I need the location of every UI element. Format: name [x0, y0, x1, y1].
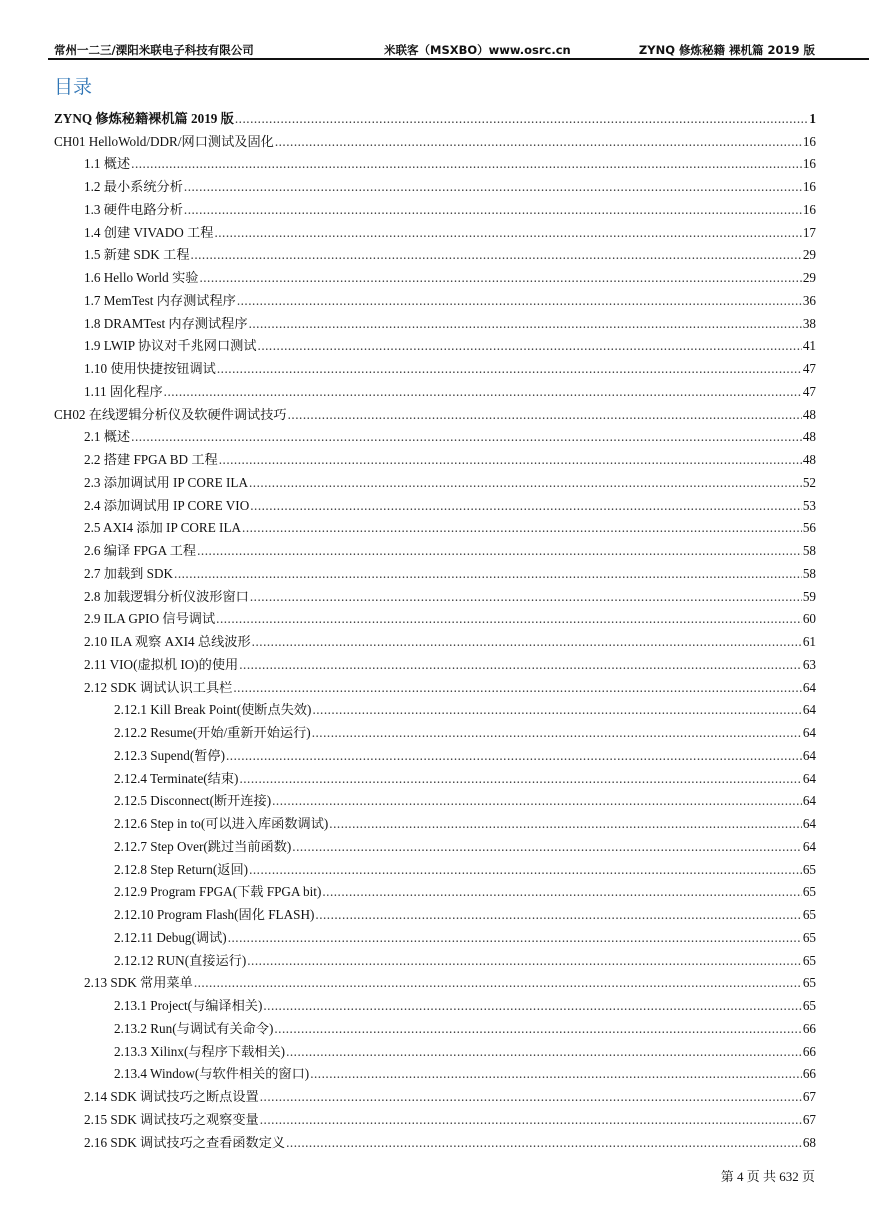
toc-dot-leader — [235, 111, 809, 127]
toc-dot-leader — [322, 884, 801, 900]
toc-entry[interactable] — [54, 878, 816, 901]
toc-entry-page: 64 — [802, 838, 816, 854]
toc-entry[interactable] — [54, 332, 816, 355]
toc-entry[interactable] — [54, 650, 816, 673]
toc-entry-page: 1 — [809, 110, 816, 126]
toc-entry[interactable] — [54, 969, 816, 992]
toc-dot-leader — [263, 998, 801, 1014]
toc-entry-page: 64 — [802, 702, 816, 718]
toc-entry-page: 64 — [802, 816, 816, 831]
toc-entry-title: 2.5 AXI4 添加 IP CORE ILA — [84, 520, 242, 536]
toc-dot-leader — [329, 816, 802, 832]
toc-dot-leader — [286, 1135, 802, 1151]
toc-dot-leader — [249, 316, 802, 332]
toc-dot-leader — [249, 862, 802, 878]
toc-entry-page: 64 — [802, 725, 816, 740]
toc-entry-title: 2.13.2 Run(与调试有关命令) — [114, 1020, 274, 1036]
toc-entry[interactable] — [54, 809, 816, 832]
toc-entry[interactable] — [54, 172, 816, 195]
toc-entry-title: 2.8 加载逻辑分析仪波形窗口 — [84, 588, 249, 604]
toc-entry[interactable] — [54, 627, 816, 650]
toc-entry-title: 2.15 SDK 调试技巧之观察变量 — [84, 1111, 259, 1127]
toc-entry-page: 47 — [802, 383, 816, 399]
toc-entry-page: 64 — [802, 793, 816, 809]
toc-entry-page: 66 — [802, 1020, 816, 1036]
toc-entry-title: 2.12 SDK 调试认识工具栏 — [84, 679, 233, 695]
toc-dot-leader — [315, 907, 801, 923]
toc-entry-title: 2.11 VIO(虚拟机 IO)的使用 — [84, 656, 239, 672]
toc-dot-leader — [249, 475, 802, 491]
toc-dot-leader — [214, 225, 801, 241]
toc-entry[interactable] — [54, 445, 816, 468]
toc-entry-page: 59 — [802, 588, 816, 604]
toc-entry[interactable] — [54, 400, 816, 423]
toc-entry[interactable] — [54, 1014, 816, 1037]
page-header — [54, 42, 815, 58]
toc-entry-page: 63 — [802, 656, 816, 672]
toc-entry-page: 61 — [802, 634, 816, 649]
toc-entry-title: 2.13.3 Xilinx(与程序下载相关) — [114, 1043, 286, 1059]
toc-entry[interactable] — [54, 1105, 816, 1128]
toc-dot-leader — [260, 1089, 802, 1105]
toc-entry-title: 2.12.8 Step Return(返回) — [114, 861, 249, 877]
toc-entry[interactable] — [54, 855, 816, 878]
toc-entry[interactable] — [54, 946, 816, 969]
toc-entry[interactable] — [54, 1037, 816, 1060]
header-website: 米联客（MSXBO）www.osrc.cn — [384, 43, 571, 57]
toc-entry-page: 65 — [802, 929, 816, 945]
toc-entry-page: 47 — [802, 361, 816, 376]
toc-entry[interactable] — [54, 991, 816, 1014]
toc-entry-page: 64 — [802, 747, 816, 763]
toc-dot-leader — [197, 543, 802, 559]
toc-entry[interactable] — [54, 286, 816, 309]
toc-entry[interactable] — [54, 263, 816, 286]
toc-entry-page: 36 — [802, 292, 816, 308]
toc-dot-leader — [216, 611, 802, 627]
toc-entry[interactable] — [54, 559, 816, 582]
toc-entry-title: 2.13 SDK 常用菜单 — [84, 975, 193, 991]
toc-entry[interactable] — [54, 377, 816, 400]
toc-dot-leader — [274, 1021, 801, 1037]
toc-entry-page: 65 — [802, 975, 816, 991]
toc-entry-page: 67 — [802, 1089, 816, 1104]
toc-entry-page: 16 — [802, 133, 816, 149]
toc-dot-leader — [239, 771, 801, 787]
toc-entry-page: 53 — [802, 497, 816, 513]
toc-dot-leader — [258, 338, 802, 354]
toc-entry[interactable] — [54, 309, 816, 332]
toc-entry-page: 41 — [802, 338, 816, 354]
toc-entry[interactable] — [54, 241, 816, 264]
toc-entry-page: 29 — [802, 270, 816, 285]
toc-entry-title: 1.6 Hello World 实验 — [84, 270, 199, 285]
toc-entry-title: 2.12.9 Program FPGA(下载 FPGA bit) — [114, 884, 322, 900]
toc-entry[interactable] — [54, 673, 816, 696]
toc-dot-leader — [247, 953, 802, 969]
toc-entry-title: 1.11 固化程序 — [84, 383, 163, 399]
toc-entry-page: 48 — [802, 406, 816, 422]
toc-entry-title: 2.12.11 Debug(调试) — [114, 929, 227, 945]
toc-entry-page: 48 — [802, 452, 816, 467]
toc-dot-leader — [228, 930, 802, 946]
header-company: 常州一二三/溧阳米联电子科技有限公司 — [54, 43, 254, 57]
toc-entry-title: 2.13.1 Project(与编译相关) — [114, 998, 263, 1013]
toc-entry-title: 2.12.5 Disconnect(断开连接) — [114, 793, 272, 809]
toc-entry[interactable] — [54, 1060, 816, 1083]
toc-dot-leader — [226, 748, 802, 764]
toc-entry[interactable] — [54, 696, 816, 719]
header-book-title: ZYNQ 修炼秘籍 裸机篇 2019 版 — [638, 43, 815, 57]
toc-dot-leader — [219, 452, 802, 468]
toc-entry-title: 1.8 DRAMTest 内存测试程序 — [84, 315, 248, 331]
toc-entry[interactable] — [54, 104, 816, 127]
toc-entry-page: 52 — [802, 474, 816, 490]
toc-entry-title: CH02 在线逻辑分析仪及软硬件调试技巧 — [54, 406, 287, 422]
toc-entry-page: 64 — [802, 679, 816, 695]
toc-entry-page: 65 — [802, 952, 816, 968]
toc-dot-leader — [194, 975, 802, 991]
toc-entry-title: 1.10 使用快捷按钮调试 — [84, 361, 216, 376]
toc-entry[interactable] — [54, 218, 816, 241]
toc-entry[interactable] — [54, 150, 816, 173]
toc-entry-title: 2.12.2 Resume(开始/重新开始运行) — [114, 725, 311, 740]
toc-entry-title: 2.12.12 RUN(直接运行) — [114, 952, 247, 968]
toc-entry-page: 65 — [802, 861, 816, 877]
toc-dot-leader — [310, 1066, 802, 1082]
toc-entry-page: 16 — [802, 156, 816, 172]
toc-entry-title: 2.12.6 Step in to(可以进入库函数调试) — [114, 816, 329, 831]
toc-entry[interactable] — [54, 491, 816, 514]
toc-entry-title: 2.16 SDK 调试技巧之查看函数定义 — [84, 1134, 286, 1150]
toc-dot-leader — [312, 725, 802, 741]
toc-dot-leader — [250, 498, 802, 514]
toc-dot-leader — [272, 793, 802, 809]
toc-entry-page: 66 — [802, 1043, 816, 1059]
toc-dot-leader — [275, 134, 802, 150]
toc-entry-title: 2.1 概述 — [84, 429, 131, 445]
toc-entry-title: 2.12.1 Kill Break Point(使断点失效) — [114, 702, 312, 718]
toc-entry-title: 2.12.10 Program Flash(固化 FLASH) — [114, 907, 315, 922]
toc-entry[interactable] — [54, 582, 816, 605]
toc-entry[interactable] — [54, 468, 816, 491]
toc-entry[interactable] — [54, 127, 816, 150]
toc-entry-title: 2.2 搭建 FPGA BD 工程 — [84, 452, 218, 467]
toc-dot-leader — [239, 657, 802, 673]
toc-entry[interactable] — [54, 514, 816, 537]
toc-heading: 目录 — [54, 76, 93, 98]
toc-dot-leader — [174, 566, 802, 582]
toc-dot-leader — [233, 680, 801, 696]
toc-entry-title: 1.3 硬件电路分析 — [84, 201, 183, 217]
toc-dot-leader — [199, 270, 801, 286]
toc-dot-leader — [252, 634, 802, 650]
toc-entry-title: 1.1 概述 — [84, 156, 131, 172]
toc-entry-page: 65 — [802, 884, 816, 900]
toc-entry[interactable] — [54, 1128, 816, 1151]
toc-entry-page: 68 — [802, 1134, 816, 1150]
toc-entry-page: 17 — [802, 224, 816, 240]
toc-entry-title: 2.12.7 Step Over(跳过当前函数) — [114, 838, 292, 854]
toc-dot-leader — [131, 156, 802, 172]
toc-entry-title: CH01 HelloWold/DDR/网口测试及固化 — [54, 133, 274, 149]
toc-dot-leader — [184, 202, 802, 218]
toc-entry-page: 67 — [802, 1111, 816, 1127]
toc-entry-title: 2.12.3 Supend(暂停) — [114, 747, 225, 763]
toc-entry-page: 66 — [802, 1066, 816, 1082]
toc-entry[interactable] — [54, 787, 816, 810]
table-of-contents — [54, 104, 816, 1151]
toc-entry-title: 1.5 新建 SDK 工程 — [84, 247, 190, 263]
toc-dot-leader — [237, 293, 802, 309]
toc-dot-leader — [250, 589, 802, 605]
toc-entry-page: 16 — [802, 179, 816, 194]
toc-entry-title: 1.2 最小系统分析 — [84, 179, 183, 194]
toc-dot-leader — [312, 702, 801, 718]
toc-entry[interactable] — [54, 832, 816, 855]
toc-entry-title: 2.4 添加调试用 IP CORE VIO — [84, 497, 250, 513]
toc-entry[interactable] — [54, 764, 816, 787]
toc-entry[interactable] — [54, 923, 816, 946]
toc-entry-page: 38 — [802, 315, 816, 331]
toc-entry-title: 2.14 SDK 调试技巧之断点设置 — [84, 1089, 259, 1104]
toc-entry-title: 1.7 MemTest 内存测试程序 — [84, 292, 236, 308]
header-divider — [48, 58, 869, 60]
toc-entry[interactable] — [54, 423, 816, 446]
toc-dot-leader — [288, 407, 802, 423]
toc-entry-title: 2.12.4 Terminate(结束) — [114, 770, 239, 786]
toc-entry-page: 65 — [802, 907, 816, 922]
toc-entry-title: 1.4 创建 VIVADO 工程 — [84, 224, 214, 240]
toc-entry[interactable] — [54, 605, 816, 628]
toc-entry[interactable] — [54, 900, 816, 923]
toc-dot-leader — [217, 361, 802, 377]
toc-dot-leader — [191, 247, 802, 263]
toc-entry-title: 2.3 添加调试用 IP CORE ILA — [84, 474, 248, 490]
toc-entry-page: 60 — [802, 611, 816, 627]
toc-entry-page: 48 — [802, 429, 816, 445]
toc-entry-title: 2.9 ILA GPIO 信号调试 — [84, 611, 216, 627]
toc-entry[interactable] — [54, 536, 816, 559]
toc-entry-title: 2.7 加载到 SDK — [84, 565, 174, 581]
toc-entry-title: ZYNQ 修炼秘籍裸机篇 2019 版 — [54, 110, 234, 126]
toc-entry[interactable] — [54, 741, 816, 764]
toc-entry-page: 65 — [802, 998, 816, 1013]
toc-entry-page: 64 — [802, 770, 816, 786]
toc-dot-leader — [292, 839, 802, 855]
toc-entry[interactable] — [54, 1082, 816, 1105]
toc-dot-leader — [242, 520, 802, 536]
toc-entry[interactable] — [54, 195, 816, 218]
toc-dot-leader — [164, 384, 802, 400]
toc-entry-page: 58 — [802, 565, 816, 581]
toc-entry-page: 56 — [802, 520, 816, 536]
toc-entry-title: 2.6 编译 FPGA 工程 — [84, 543, 197, 558]
toc-entry-title: 2.13.4 Window(与软件相关的窗口) — [114, 1066, 310, 1082]
toc-dot-leader — [184, 179, 802, 195]
toc-dot-leader — [286, 1044, 802, 1060]
toc-dot-leader — [131, 429, 802, 445]
toc-entry[interactable] — [54, 354, 816, 377]
page-number-footer: 第 4 页 共 632 页 — [720, 1169, 815, 1184]
toc-entry-title: 2.10 ILA 观察 AXI4 总线波形 — [84, 634, 251, 649]
toc-entry-page: 58 — [802, 543, 816, 558]
toc-entry[interactable] — [54, 718, 816, 741]
toc-entry-page: 16 — [802, 201, 816, 217]
toc-dot-leader — [260, 1112, 802, 1128]
toc-entry-title: 1.9 LWIP 协议对千兆网口测试 — [84, 338, 257, 354]
toc-entry-page: 29 — [802, 247, 816, 263]
